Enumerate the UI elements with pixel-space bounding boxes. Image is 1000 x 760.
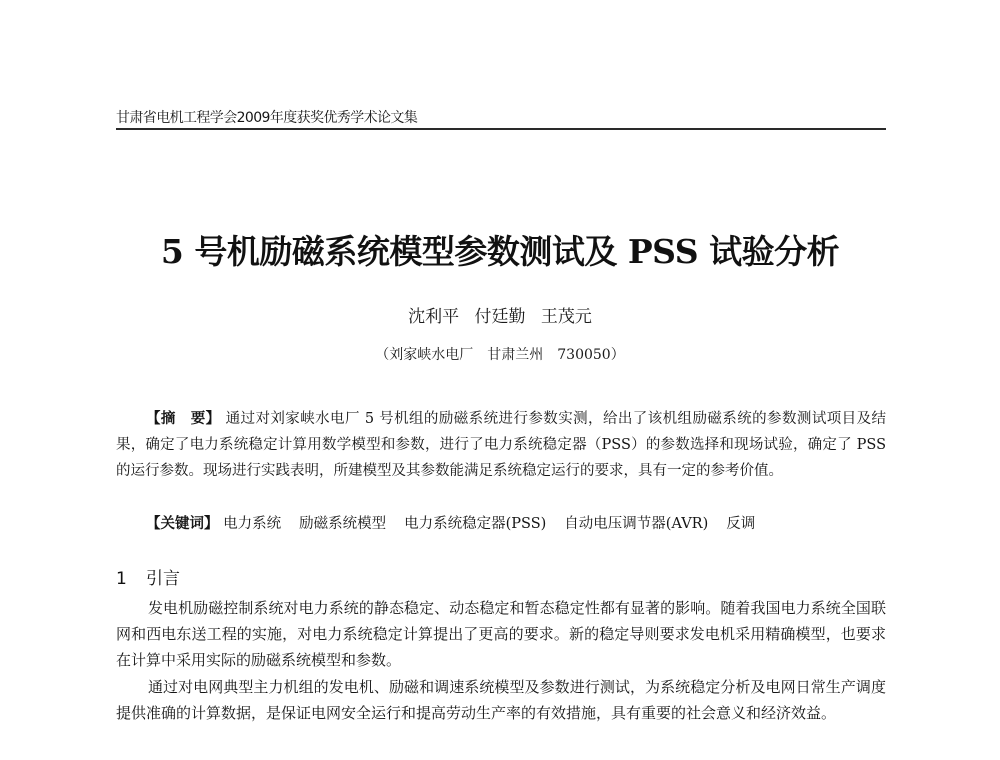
header-rule <box>116 128 886 130</box>
keywords-label: 【关键词】 <box>146 516 219 532</box>
authors: 沈利平 付廷勤 王茂元 <box>408 307 592 327</box>
abstract-text: 通过对刘家峡水电厂 5 号机组的励磁系统进行参数实测，给出了该机组励磁系统的参数测试项目及结果，确定了电力系统稳定计算用数学模型和参数，进行了电力系统稳定器（PSS）的参数选择和现场试验，确定了 PSS 的运行参数。现场进行实践表明，所建模型及其参数能满足系统稳定运行的要求，具有一定的参考价值。 <box>116 411 886 479</box>
body-paragraph: 发电机励磁控制系统对电力系统的静态稳定、动态稳定和暂态稳定性都有显著的影响。随着我国电力系统全国联网和西电东送工程的实施，对电力系统稳定计算提出了更高的要求。新的稳定导则要求发电机采用精确模型，也要求在计算中采用实际的励磁系统模型和参数。 <box>116 599 886 669</box>
keyword-item: 电力系统 <box>223 516 282 532</box>
section-heading <box>116 564 180 589</box>
abstract <box>116 406 886 484</box>
body-paragraph: 通过对电网典型主力机组的发电机、励磁和调速系统模型及参数进行测试，为系统稳定分析及电网日常生产调度提供准确的计算数据，是保证电网安全运行和提高劳动生产率的有效措施，具有重要的社会意义和经济效益。 <box>116 678 886 722</box>
affiliation: （刘家峡水电厂 甘肃兰州 730050） <box>375 347 625 363</box>
abstract-label: 【摘 要】 <box>146 411 221 427</box>
keyword-item: 反调 <box>726 516 756 532</box>
keyword-item: 自动电压调节器(AVR) <box>564 516 709 532</box>
running-header: 甘肃省电机工程学会2009年度获奖优秀学术论文集 <box>116 110 418 126</box>
paper-title: 5 号机励磁系统模型参数测试及 PSS 试验分析 <box>160 232 840 271</box>
section-title: 引言 <box>146 569 180 589</box>
section-number: 1 <box>116 569 127 589</box>
keywords <box>116 511 886 537</box>
keyword-item: 电力系统稳定器(PSS) <box>404 516 547 532</box>
keyword-item: 励磁系统模型 <box>299 516 387 532</box>
